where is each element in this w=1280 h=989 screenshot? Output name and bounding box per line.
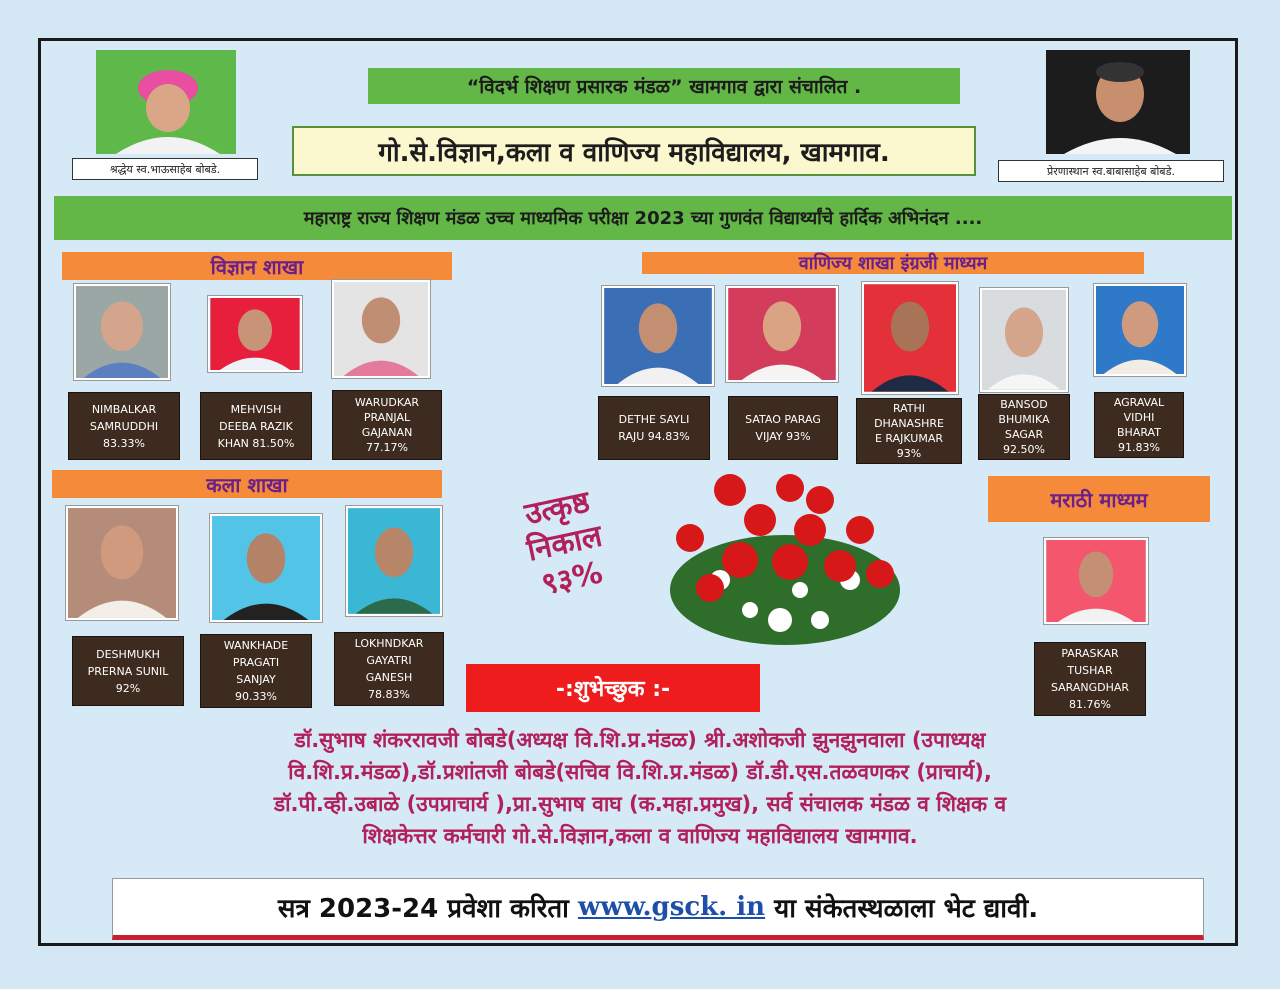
admission-suffix: या संकेतस्थळाला भेट द्यावी. [765,894,1039,924]
student-photo [208,296,302,372]
student-photo [602,286,714,386]
student-photo [980,288,1068,392]
right-portrait-label: प्रेरणास्थान स्व.बाबासाहेब बोबडे. [998,160,1224,182]
result-line: ९३% [538,555,606,603]
student-photo [862,282,958,394]
credits-line: शिक्षकेत्तर कर्मचारी गो.से.विज्ञान,कला व वाणिज्य महाविद्यालय खामगाव. [362,824,918,848]
student-card: WANKHADE PRAGATI SANJAY 90.33% [200,634,312,708]
student-card: LOKHNDKAR GAYATRI GANESH 78.83% [334,632,444,706]
person-icon [96,50,236,154]
well-wishers-label: -:शुभेच्छुक :- [466,664,760,712]
student-card: DESHMUKH PRERNA SUNIL 92% [72,636,184,706]
website-link[interactable]: www.gsck. in [577,892,766,922]
student-photo [210,514,322,622]
left-portrait-photo [96,50,236,154]
science-section-title: विज्ञान शाखा [62,252,452,280]
result-line: निकाल [524,518,606,569]
credits-line: डॉ.पी.व्ही.उबाळे (उपप्राचार्य ),प्रा.सुभाष वाघ (क.महा.प्रमुख), सर्व संचालक मंडळ व शिक्षक व [273,792,1007,816]
result-line: उत्कृष्ठ [521,484,593,533]
college-name-band: गो.से.विज्ञान,कला व वाणिज्य महाविद्यालय, खामगाव. [292,126,976,176]
student-card: PARASKAR TUSHAR SARANGDHAR 81.76% [1034,642,1146,716]
rose-bouquet-illustration [650,470,920,660]
student-card: WARUDKAR PRANJAL GAJANAN 77.17% [332,390,442,460]
admission-prefix: सत्र 2023-24 प्रवेशा करिता [277,894,578,924]
flower-icon [650,470,920,660]
person-icon [1046,50,1190,154]
student-photo [332,280,430,378]
credits-block [60,724,1220,872]
right-portrait-photo [1046,50,1190,154]
credits-line: डॉ.सुभाष शंकररावजी बोबडे(अध्यक्ष वि.शि.प्र.मंडळ) श्री.अशोकजी झुनझुनवाला (उपाध्यक्ष [294,728,986,752]
student-card: NIMBALKAR SAMRUDDHI 83.33% [68,392,180,460]
sponsor-band: “विदर्भ शिक्षण प्रसारक मंडळ” खामगाव द्वारा संचालित . [368,68,960,104]
student-photo [1094,284,1186,376]
student-card: DETHE SAYLI RAJU 94.83% [598,396,710,460]
left-portrait-label: श्रद्धेय स्व.भाऊसाहेब बोबडे. [72,158,258,180]
student-photo [1044,538,1148,624]
student-photo [74,284,170,380]
credits-line: वि.शि.प्र.मंडळ),डॉ.प्रशांतजी बोबडे(सचिव वि.शि.प्र.मंडळ) डॉ.डी.एस.तळवणकर (प्राचार्य), [288,760,992,784]
student-photo [346,506,442,616]
admission-banner [112,878,1204,940]
commerce-section-title: वाणिज्य शाखा इंग्रजी माध्यम [642,252,1144,274]
student-photo [726,286,838,382]
student-card: BANSOD BHUMIKA SAGAR 92.50% [978,394,1070,460]
student-card: AGRAVAL VIDHI BHARAT 91.83% [1094,392,1184,458]
arts-section-title: कला शाखा [52,470,442,498]
student-photo [66,506,178,620]
student-card: MEHVISH DEEBA RAZIK KHAN 81.50% [200,392,312,460]
marathi-section-title: मराठी माध्यम [988,476,1210,522]
student-card: SATAO PARAG VIJAY 93% [728,396,838,460]
student-card: RATHI DHANASHRE E RAJKUMAR 93% [856,398,962,464]
felicitation-band: महाराष्ट्र राज्य शिक्षण मंडळ उच्च माध्यमिक परीक्षा 2023 च्या गुणवंत विद्यार्थ्यांचे हार्दिक अभिनंदन .... [54,196,1232,240]
